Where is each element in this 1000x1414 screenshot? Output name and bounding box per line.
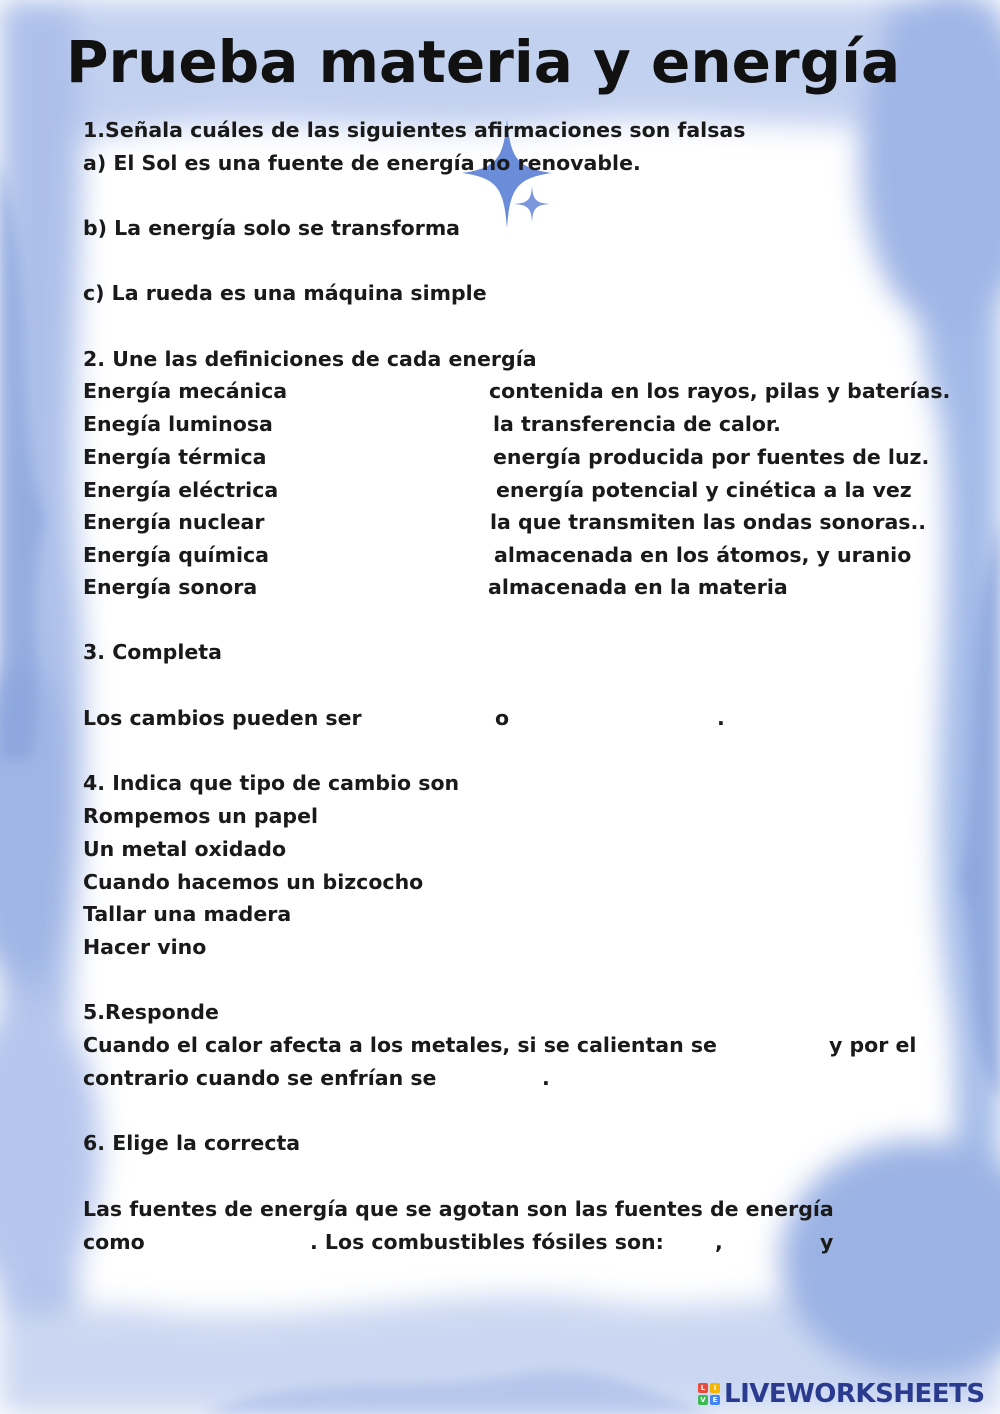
q3-heading: 3. Completa: [83, 640, 222, 664]
q2-energy-item[interactable]: Energía mecánica: [83, 379, 288, 403]
q3-end: .: [717, 706, 725, 730]
q2-energy-item[interactable]: Energía química: [83, 543, 269, 567]
q2-energy-item[interactable]: Enegía luminosa: [83, 412, 273, 436]
q6-line2-mid: . Los combustibles fósiles son:: [310, 1230, 664, 1254]
q5-line2: contrario cuando se enfrían se: [83, 1066, 437, 1090]
q2-definition-item[interactable]: energía producida por fuentes de luz.: [493, 445, 930, 469]
page-title: Prueba materia y energía: [66, 28, 901, 96]
q3-connector: o: [495, 706, 510, 730]
q4-item: Tallar una madera: [83, 902, 292, 926]
q2-energy-item[interactable]: Energía térmica: [83, 445, 267, 469]
q5-line1-end: y por el: [829, 1033, 917, 1057]
liveworksheets-brand: [698, 1378, 985, 1410]
liveworksheets-logo-icon: L I V E: [698, 1383, 720, 1405]
q6-line1: Las fuentes de energía que se agotan son las fuentes de energía: [83, 1197, 834, 1221]
q1-option-b[interactable]: b) La energía solo se transforma: [83, 216, 461, 240]
q4-item: Hacer vino: [83, 935, 207, 959]
q2-definition-item[interactable]: energía potencial y cinética a la vez: [496, 478, 912, 502]
q2-definition-item[interactable]: almacenada en los átomos, y uranio: [494, 543, 912, 567]
q3-sentence: Los cambios pueden ser: [83, 706, 362, 730]
q6-heading: 6. Elige la correcta: [83, 1131, 301, 1155]
q2-energy-item[interactable]: Energía nuclear: [83, 510, 265, 534]
q6-comma: ,: [715, 1230, 723, 1254]
q6-line2-start: como: [83, 1230, 145, 1254]
q5-line1: Cuando el calor afecta a los metales, si se calientan se: [83, 1033, 717, 1057]
q6-y: y: [820, 1230, 834, 1254]
q5-line2-end: .: [542, 1066, 550, 1090]
q1-option-a[interactable]: a) El Sol es una fuente de energía no renovable.: [83, 151, 641, 175]
q2-definition-item[interactable]: la que transmiten las ondas sonoras..: [490, 510, 927, 534]
q4-item: Un metal oxidado: [83, 837, 287, 861]
q1-option-c[interactable]: c) La rueda es una máquina simple: [83, 281, 487, 305]
q2-energy-item[interactable]: Energía sonora: [83, 575, 258, 599]
q4-item: Cuando hacemos un bizcocho: [83, 870, 424, 894]
small-sparkle-star-icon: [514, 186, 550, 222]
q1-heading: 1.Señala cuáles de las siguientes afirmaciones son falsas: [83, 118, 746, 142]
q2-definition-item[interactable]: contenida en los rayos, pilas y baterías.: [489, 379, 951, 403]
q4-item: Rompemos un papel: [83, 804, 319, 828]
q4-heading: 4. Indica que tipo de cambio son: [83, 771, 460, 795]
brand-text: LIVEWORKSHEETS: [724, 1379, 985, 1409]
q2-definition-item[interactable]: la transferencia de calor.: [493, 412, 781, 436]
q2-heading: 2. Une las definiciones de cada energía: [83, 347, 537, 371]
q2-energy-item[interactable]: Energía eléctrica: [83, 478, 279, 502]
q2-definition-item[interactable]: almacenada en la materia: [488, 575, 788, 599]
q5-heading: 5.Responde: [83, 1000, 219, 1024]
